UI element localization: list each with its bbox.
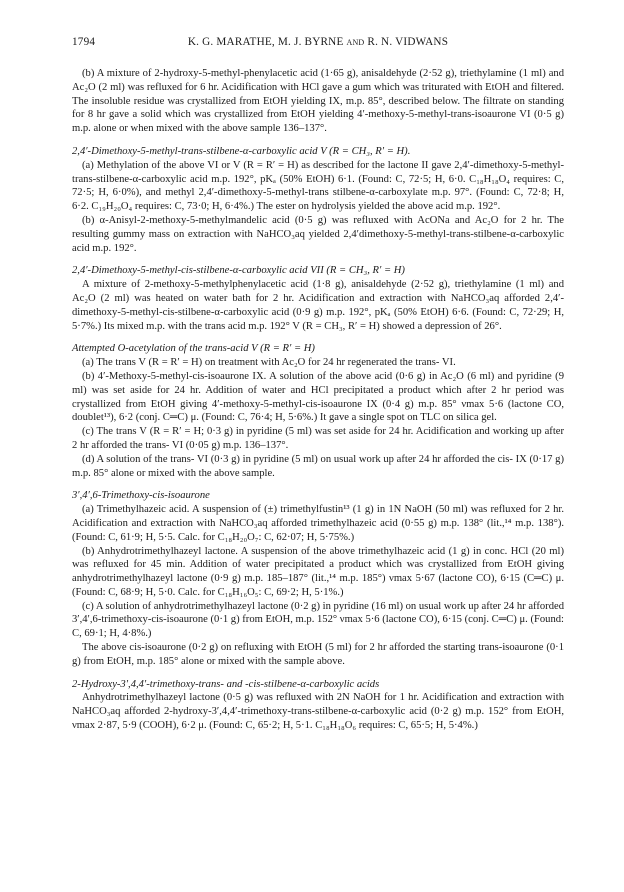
paragraph-reflux-ethanol: The above cis-isoaurone (0·2 g) on refluxing with EtOH (5 ml) for 2 hr afforded the starting trans-isoaurone (0·1 g) from EtOH, m.p. 185° alone or mixed with the sample above. — [72, 642, 564, 667]
paragraph-cis-isoaurone: (c) A solution of anhydrotrimethylhazeyl lactone (0·2 g) in pyridine (16 ml) on usual work up after 24 hr afforded 3′,4′,6-trimethoxy-cis-isoaurone (0·1 g) from EtOH, m.p. 152° νmax 5·6 (lactone CO), 6·15 (conj. C═C) μ. (Found: C, 69·1; H, 4·8%.) — [72, 600, 564, 640]
section-heading-hydroxy-trimethoxy: 2-Hydroxy-3′,4,4′-trimethoxy-trans- and -cis-stilbene-α-carboxylic acids — [72, 678, 380, 690]
paragraph-anisyl-mandelic: (b) α-Anisyl-2-methoxy-5-methylmandelic acid (0·5 g) was refluxed with AcONa and Ac₂O for 2 hr. The resulting gummy mass on extraction with NaHCO₃aq yielded 2,4′dimethoxy-5-methyl-trans-stilbene-α-carboxylic acid m.p. 192°. — [72, 214, 564, 254]
paragraph-acetylation-a: (a) The trans V (R = R′ = H) on treatment with Ac₂O for 24 hr regenerated the trans- VI. — [82, 357, 456, 369]
paragraph-trimethylhazeic-acid: (a) Trimethylhazeic acid. A suspension of (±) trimethylfustin¹³ (1 g) in 1N NaOH (50 ml) was refluxed for 2 hr. Acidification and extraction with NaHCO₃aq afforded trimethylhazeic acid (0·55 g) m.p. 138° (lit.,¹⁴ m.p. 138°). (Found: C, 61·9; H, 5·5. Calc. for C₁₈H₂₀O₇: C, 62·07; H, 5·75%.) — [72, 504, 564, 543]
running-title: K. G. MARATHE, M. J. BYRNE and R. N. VIDWANS — [187, 36, 449, 48]
section-heading-cis-stilbene: 2,4′-Dimethoxy-5-methyl-cis-stilbene-α-carboxylic acid VII (R = CH₃, R′ = H) — [72, 265, 405, 277]
paragraph-acetylation-d: (d) A solution of the trans- VI (0·3 g) in pyridine (5 ml) on usual work up after 24 hr afforded the cis- IX (0·17 g) m.p. 85° alone or mixed with the above sample. — [72, 453, 564, 479]
paragraph-1b-mixture: (b) A mixture of 2-hydroxy-5-methyl-phenylacetic acid (1·65 g), anisaldehyde (2·52 g), triethylamine (1 ml) and Ac₂O (2 ml) was refluxed for 6 hr. Acidification with HCl gave a gum which was triturated with EtOH and filtered. The insoluble residue was crystallized from EtOH yielding IX, m.p. 85°, described below. The filtrate on standing for 8 hr gave a solid which was crystallized from EtOH yielding 4′-methoxy-5-methyl-trans-isoaurone VI (0·5 g) m.p. alone or when mixed with the above sample 136–137°. — [72, 68, 564, 135]
paragraph-acetylation-b: (b) 4′-Methoxy-5-methyl-cis-isoaurone IX. A solution of the above acid (0·6 g) in Ac₂O (6 ml) and pyridine (9 ml) was set aside for 24 hr. Addition of water and HCl precipitated a product which after 2 hr period was crystallized from EtOH giving 4′-methoxy-5-methyl-cis-isoaurone IX (0·4 g) m.p. 85° νmax 5·6 (lactone CO, doublet¹³), 6·2 (conj. C═C) μ. (Found: C, 76·4; H, 5·6%.) It gave a single spot on TLC on silica gel. — [72, 370, 564, 424]
paragraph-anhydro-lactone: (b) Anhydrotrimethylhazeyl lactone. A suspension of the above trimethylhazeic acid (1 g) in conc. HCl (20 ml) was refluxed for 45 min. Addition of water precipitated a product which was crystallized from EtOH giving anhydrotrimethylhazeyl lactone (0·9 g) m.p. 185–187° (lit.,¹⁴ m.p. 185°) νmax 5·67 (lactone CO), 6·15 (C═C) μ. (Found: C, 68·9; H, 5·0. Calc. for C₁₈H₁₆O₅: C, 69·2; H, 5·1%.) — [72, 545, 564, 598]
paragraph-methylation: (a) Methylation of the above VI or V (R = R′ = H) as described for the lactone II gave 2,4′-dimethoxy-5-methyl-trans-stilbene-α-carboxylic acid m.p. 192°, pKₐ (50% EtOH) 6·1. (Found: C, 72·5; H, 6·0. C₁₈H₁₈O₄ requires: C, 72·5; H, 6·0%), and methyl 2,4′-dimethoxy-5-methyl-trans stilbene-α-carboxylate m.p. 97°. (Found: C, 72·8; H, 6·2. C₁₉H₂₀O₄ requires: C, 73·0; H, 6·4%.) The ester on hydrolysis yielded the above acid m.p. 192°. — [72, 159, 564, 213]
paragraph-acetylation-c: (c) The trans V (R = R′ = H; 0·3 g) in pyridine (5 ml) was set aside for 24 hr. Acidification and working up after 2 hr afforded the trans- VI (0·05 g) m.p. 136–137°. — [72, 426, 564, 451]
paragraph-cis-mixture: A mixture of 2-methoxy-5-methylphenylacetic acid (1·8 g), anisaldehyde (2·52 g), triethylamine (1 ml) and Ac₂O (2 ml) was heated on water bath for 2 hr. Acidification and extraction with NaHCO₃aq afforded 2,4′-dimethoxy-5-methyl-cis-stilbene-α-carboxylic acid (0·9 g) m.p. 192°, pKₐ (50% EtOH) 6·6. (Found: C, 72·29; H, 5·7%.) Its mixed m.p. with the trans acid m.p. 192° V (R = CH₃, R′ = H) showed a depression of 26°. — [72, 279, 564, 332]
section-heading-trimethoxy-isoaurone: 3′,4′,6-Trimethoxy-cis-isoaurone — [72, 490, 210, 502]
running-head — [72, 36, 564, 52]
page-number: 1794 — [72, 36, 96, 48]
section-heading-trans-stilbene: 2,4′-Dimethoxy-5-methyl-trans-stilbene-α-carboxylic acid V (R = CH₃, R′ = H). — [72, 145, 411, 157]
section-heading-o-acetylation: Attempted O-acetylation of the trans-acid V (R = R′ = H) — [72, 343, 315, 355]
paragraph-anhydro-naoh: Anhydrotrimethylhazeyl lactone (0·5 g) was refluxed with 2N NaOH for 1 hr. Acidification and extraction with NaHCO₃aq afforded 2-hydroxy-3′,4,4′-trimethoxy-trans-stilbene-α-carboxylic acid (0·2 g) m.p. 152° from EtOH, νmax 2·87, 5·9 (COOH), 6·2 μ. (Found: C, 65·2; H, 5·1. C₁₈H₁₈O₆ requires: C, 65·5; H, 5·4%.) — [72, 692, 564, 732]
